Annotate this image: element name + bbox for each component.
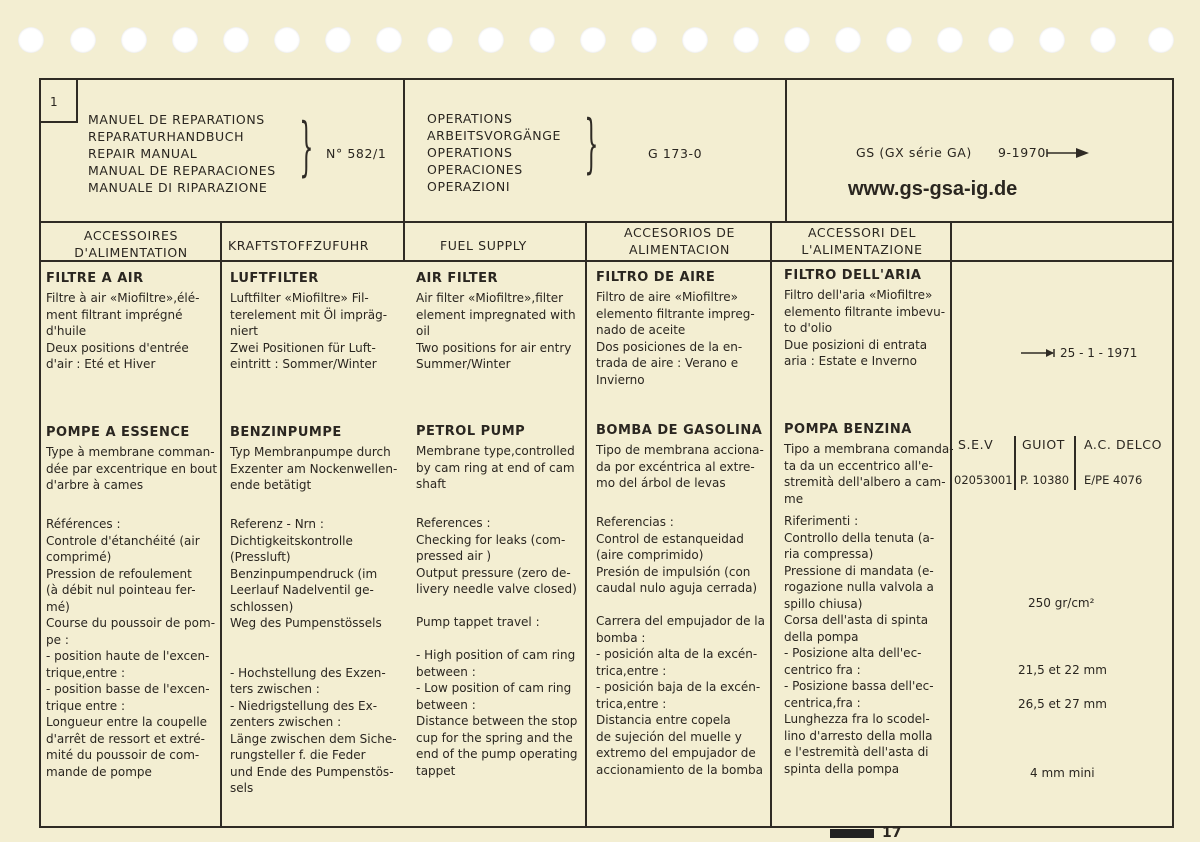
manual-title-fr: MANUEL DE REPARATIONS xyxy=(88,112,265,127)
binder-hole xyxy=(682,27,708,53)
column-title-fr: ACCESSOIRES D'ALIMENTATION xyxy=(74,228,188,260)
column-title-it: ACCESSORI DEL L'ALIMENTAZIONE xyxy=(801,225,923,257)
value-high-position: 21,5 et 22 mm xyxy=(1018,663,1107,677)
references-text-fr: Références : Controle d'étanchéité (air comprimé) Pression de refoulement (à débit nul pointeau fer- mé) Course du poussoir de pom- pe : - position haute de l'excen- trique,entre : - position basse de l'excen- trique entre : Longueur entre la coupelle d'arrêt de ressort et extré- mité du poussoir de com- mande de pompe xyxy=(46,517,216,779)
air-filter-validity: 25 - 1 - 1971 xyxy=(1060,346,1138,360)
operations-title-de: ARBEITSVORGÄNGE xyxy=(427,128,561,143)
binder-holes xyxy=(0,24,1200,56)
binder-hole xyxy=(988,27,1014,53)
binder-hole xyxy=(1090,27,1116,53)
binder-hole xyxy=(376,27,402,53)
binder-hole xyxy=(580,27,606,53)
air-filter-heading-fr: FILTRE A AIR xyxy=(46,271,144,286)
references-text-en: References : Checking for leaks (com- pressed air ) Output pressure (zero de- livery needle valve closed) Pump tappet travel : - High position of cam ring between : - Low position of cam ring between : Distance between the stop cup for the spring and the end of the pump operating tappet xyxy=(416,516,578,778)
arrow-right-icon xyxy=(1020,347,1056,359)
air-filter-heading-de: LUFTFILTER xyxy=(230,271,319,286)
fuel-pump-text-fr: Type à membrane comman- dée par excentrique en bout d'arbre à cames xyxy=(46,445,218,492)
binder-hole xyxy=(1148,27,1174,53)
fuel-pump-heading-fr: POMPE A ESSENCE xyxy=(46,425,190,440)
value-distance: 4 mm mini xyxy=(1030,766,1095,780)
binder-hole xyxy=(784,27,810,53)
binder-hole xyxy=(223,27,249,53)
references-text-es: Referencias : Control de estanqueidad (aire comprimido) Presión de impulsión (con caudal nulo aguja cerrada) Carrera del empujador de la bomba : - posición alta de la excén- trica,entre : - posición baja de la excén- trica,entre : Distancia entre copela de sujeción del muelle y extremo del empujador de accionamiento de la bomba xyxy=(596,515,765,777)
ref-sev: 02053001 xyxy=(954,473,1013,487)
binder-hole xyxy=(172,27,198,53)
manual-title-en: REPAIR MANUAL xyxy=(88,146,198,161)
binder-hole xyxy=(427,27,453,53)
air-filter-text-es: Filtro de aire «Miofiltre» elemento filtrante impreg- nado de aceite Dos posiciones de la en- trada de aire : Verano e Invierno xyxy=(596,290,755,387)
page-index: 1 xyxy=(50,95,58,109)
binder-hole xyxy=(529,27,555,53)
binder-hole xyxy=(70,27,96,53)
binder-hole xyxy=(18,27,44,53)
binder-hole xyxy=(121,27,147,53)
binder-hole xyxy=(937,27,963,53)
air-filter-text-de: Luftfilter «Miofiltre» Fil- terelement mit Öl impräg- niert Zwei Positionen für Luft- eintritt : Sommer/Winter xyxy=(230,291,388,371)
model-label: GS (GX série GA) xyxy=(856,145,972,160)
binder-hole xyxy=(733,27,759,53)
column-divider xyxy=(220,221,222,828)
air-filter-heading-en: AIR FILTER xyxy=(416,271,499,286)
brace-icon: } xyxy=(584,107,599,181)
column-divider xyxy=(585,221,587,828)
website-url[interactable]: www.gs-gsa-ig.de xyxy=(848,178,1018,200)
binder-hole xyxy=(274,27,300,53)
air-filter-heading-it: FILTRO DELL'ARIA xyxy=(784,268,922,283)
references-text-it: Riferimenti : Controllo della tenuta (a- ria compressa) Pressione di mandata (e- rogazione nulla valvola a spillo chiusa) Corsa dell'asta di spinta della pompa - Posizione alta dell'ec- centrico fra : - Posizione bassa dell'ec- centrica,fra : Lunghezza fra lo scodel- lino d'arresto della molla e l'estremità dell'asta di spinta della pompa xyxy=(784,514,935,776)
manual-title-es: MANUAL DE REPARACIONES xyxy=(88,163,276,178)
value-low-position: 26,5 et 27 mm xyxy=(1018,697,1107,711)
fuel-pump-heading-en: PETROL PUMP xyxy=(416,424,526,439)
brand-sev: S.E.V xyxy=(958,437,994,452)
header-divider-v2 xyxy=(785,78,787,221)
column-title-de: KRAFTSTOFFZUFUHR xyxy=(228,238,370,253)
air-filter-text-it: Filtro dell'aria «Miofiltre» elemento filtrante imbevu- to d'olio Due posizioni di entrata aria : Estate e Inverno xyxy=(784,288,946,368)
column-title-en: FUEL SUPPLY xyxy=(440,238,527,253)
manual-title-it: MANUALE DI RIPARAZIONE xyxy=(88,180,268,195)
operation-code: G 173-0 xyxy=(648,146,703,161)
page-index-box xyxy=(39,78,78,123)
fuel-pump-text-en: Membrane type,controlled by cam ring at end of cam shaft xyxy=(416,444,575,491)
ref-ac-delco: E/PE 4076 xyxy=(1084,473,1143,487)
binder-hole xyxy=(886,27,912,53)
binder-hole xyxy=(631,27,657,53)
binder-hole xyxy=(1039,27,1065,53)
column-divider xyxy=(770,221,772,828)
column-divider xyxy=(950,221,952,828)
manual-title-de: REPARATURHANDBUCH xyxy=(88,129,245,144)
value-output-pressure: 250 gr/cm² xyxy=(1028,596,1095,610)
references-text-de: Referenz - Nrn : Dichtigkeitskontrolle (Pressluft) Benzinpumpendruck (im Leerlauf Nadelventil ge- schlossen) Weg des Pumpenstössels - Hochstellung des Exzen- ters zwischen : - Niedrigstellung des Ex- zenters zwischen : Länge zwischen dem Siche- rungsteller f. die Feder und Ende des Pumpenstös- sels xyxy=(230,517,397,795)
brand-divider xyxy=(1074,436,1076,490)
brand-divider xyxy=(1014,436,1016,490)
fuel-pump-heading-es: BOMBA DE GASOLINA xyxy=(596,423,763,438)
fuel-pump-text-es: Tipo de membrana acciona- da por excéntrica al extre- mo del árbol de levas xyxy=(596,443,764,490)
air-filter-heading-es: FILTRO DE AIRE xyxy=(596,270,716,285)
operations-title-fr: OPERATIONS xyxy=(427,111,513,126)
model-date: 9-1970 xyxy=(998,145,1046,160)
fuel-pump-text-it: Tipo a membrana comanda- ta da un eccentrico all'e- stremità dell'albero a cam- me xyxy=(784,442,954,506)
header-divider xyxy=(39,221,1174,223)
binder-hole xyxy=(325,27,351,53)
brand-ac-delco: A.C. DELCO xyxy=(1084,437,1163,452)
air-filter-text-en: Air filter «Miofiltre»,filter element impregnated with oil Two positions for air entry Summer/Winter xyxy=(416,291,576,371)
fuel-pump-text-de: Typ Membranpumpe durch Exzenter am Nockenwellen- ende betätigt xyxy=(230,445,398,492)
operations-title-en: OPERATIONS xyxy=(427,145,513,160)
header-divider-v1 xyxy=(403,78,405,260)
air-filter-text-fr: Filtre à air «Miofiltre»,élé- ment filtrant imprégné d'huile Deux positions d'entrée d'air : Eté et Hiver xyxy=(46,291,200,371)
ref-guiot: P. 10380 xyxy=(1020,473,1070,487)
page-number-bar xyxy=(830,829,874,838)
binder-hole xyxy=(835,27,861,53)
page-number: 17 xyxy=(882,825,902,841)
fuel-pump-heading-it: POMPA BENZINA xyxy=(784,422,912,437)
brand-guiot: GUIOT xyxy=(1022,437,1065,452)
brace-icon: } xyxy=(299,110,314,184)
arrow-right-icon xyxy=(1046,146,1090,160)
operations-title-it: OPERAZIONI xyxy=(427,179,511,194)
manual-number: N° 582/1 xyxy=(326,146,387,161)
column-title-es: ACCESORIOS DE ALIMENTACION xyxy=(624,225,735,257)
binder-hole xyxy=(478,27,504,53)
operations-title-es: OPERACIONES xyxy=(427,162,523,177)
fuel-pump-heading-de: BENZINPUMPE xyxy=(230,425,342,440)
